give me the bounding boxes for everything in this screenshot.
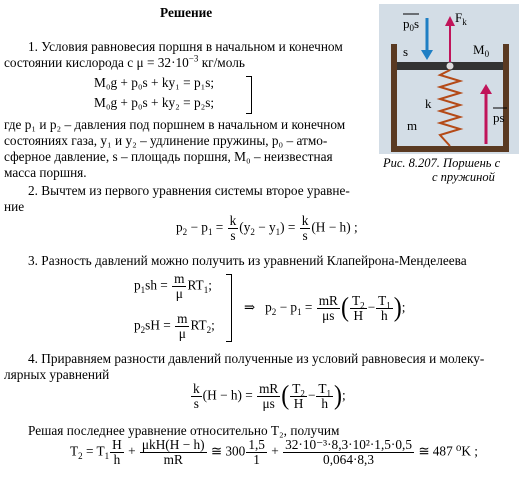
system-brace-1: [246, 76, 252, 114]
bottom-wall: [391, 146, 509, 152]
left-wall: [391, 44, 397, 152]
final-result: ≅ 487 ⁰K ;: [418, 443, 478, 459]
label-m: m: [407, 118, 418, 133]
p2-line2: ние: [4, 199, 25, 214]
p4-line2: лярных уравнений: [4, 367, 110, 382]
p1-text3: сферное давление, s – площадь поршня, M₀ – неизвестная: [4, 149, 333, 164]
label-k: k: [425, 96, 432, 111]
figure-caption-2: с пружиной: [432, 170, 495, 184]
right-wall: [503, 44, 509, 152]
final-numerator: 32·10⁻³·8,3·10²·1,5·0,5: [285, 437, 412, 452]
p1-eq2: M₀g + p₀s + ky₂ = p₂s;: [94, 95, 215, 110]
label-fk: $F_k$: [455, 10, 467, 27]
eq-difference: $p_2 - p_1$ = $\frac{k}{s}$ $(y_2 - y_1)$ = $\frac{k}{s}$ (H − h) ;: [176, 213, 358, 243]
final-n1: 300: [225, 443, 246, 459]
p1-line2-unit: кг/моль: [198, 55, 245, 70]
solution-heading: Решение: [160, 5, 213, 20]
label-ps: ps: [493, 110, 505, 125]
eq-clapeyron-1: $p_1sh$ = $\frac{m}{\mu}$ $RT_1$;: [134, 271, 212, 301]
label-s: s: [403, 44, 409, 59]
eq-final: $T_2 = T_1$ $\frac{H}{h}$ + $\frac{\text{μkH(H − h)}}{mR}$ ≅ 300 $\frac{1,5}{1}$ + $\frac{\text{32·10⁻³·8,3·10²·1,5·0,5}}{0,064\cdot 8,3}$ ≅ 487 ⁰K ;: [70, 437, 478, 467]
p1-text1: где p₁ и p₂ – давления под поршнем в начальном и конечном: [4, 117, 346, 132]
p5-line1: Решая последнее уравнение относительно T₂, получим: [28, 423, 340, 438]
p1-text4: масса поршня.: [4, 165, 87, 180]
figure-caption-1: Рис. 8.207. Поршень с: [383, 156, 501, 170]
eq-pressure-diff: ⇒ $p_2 - p_1$ = $\frac{mR}{\mu s}$ ( $\frac{T_2}{H}$ − $\frac{T_1}{h}$ );: [244, 293, 406, 324]
final-denominator: 0,064·8,3: [323, 451, 375, 467]
p1-line1: 1. Условия равновесия поршня в начальном и конечном: [28, 39, 343, 54]
piston-pin: [446, 62, 454, 70]
p1-line2-text: состоянии кислорода с μ = 32·10: [4, 55, 189, 70]
system-brace-2: [226, 274, 232, 342]
eq-equate: $\frac{k}{s}$ (H − h) = $\frac{mR}{\mu s}$ ( $\frac{T_2}{H}$ − $\frac{T_1}{h}$ );: [193, 381, 346, 412]
p2-line1: 2. Вычтем из первого уравнения системы второе уравне-: [28, 183, 350, 198]
label-p0s: $p_0s$: [403, 16, 420, 33]
figure-piston-spring: [379, 4, 519, 154]
p1-eq1: M₀g + p₀s + ky₁ = p₁s;: [94, 75, 215, 90]
p1-line2: [4, 53, 245, 71]
p3-line1: 3. Разность давлений можно получить из уравнений Клапейрона-Менделеева: [28, 253, 467, 268]
p1-line2-exp: −3: [188, 53, 199, 64]
piston-diagram: [379, 4, 519, 154]
p4-line1: 4. Приравняем разности давлений полученные из условий равновесия и молеку-: [28, 351, 485, 366]
label-m0: $M_0$: [473, 42, 490, 59]
p1-text2: состояниях газа, y₁ и y₂ – удлинение пружины, p₀ – атмо-: [4, 133, 328, 148]
eq-clapeyron-2: $p_2sH$ = $\frac{m}{\mu}$ $RT_2$;: [134, 311, 215, 341]
